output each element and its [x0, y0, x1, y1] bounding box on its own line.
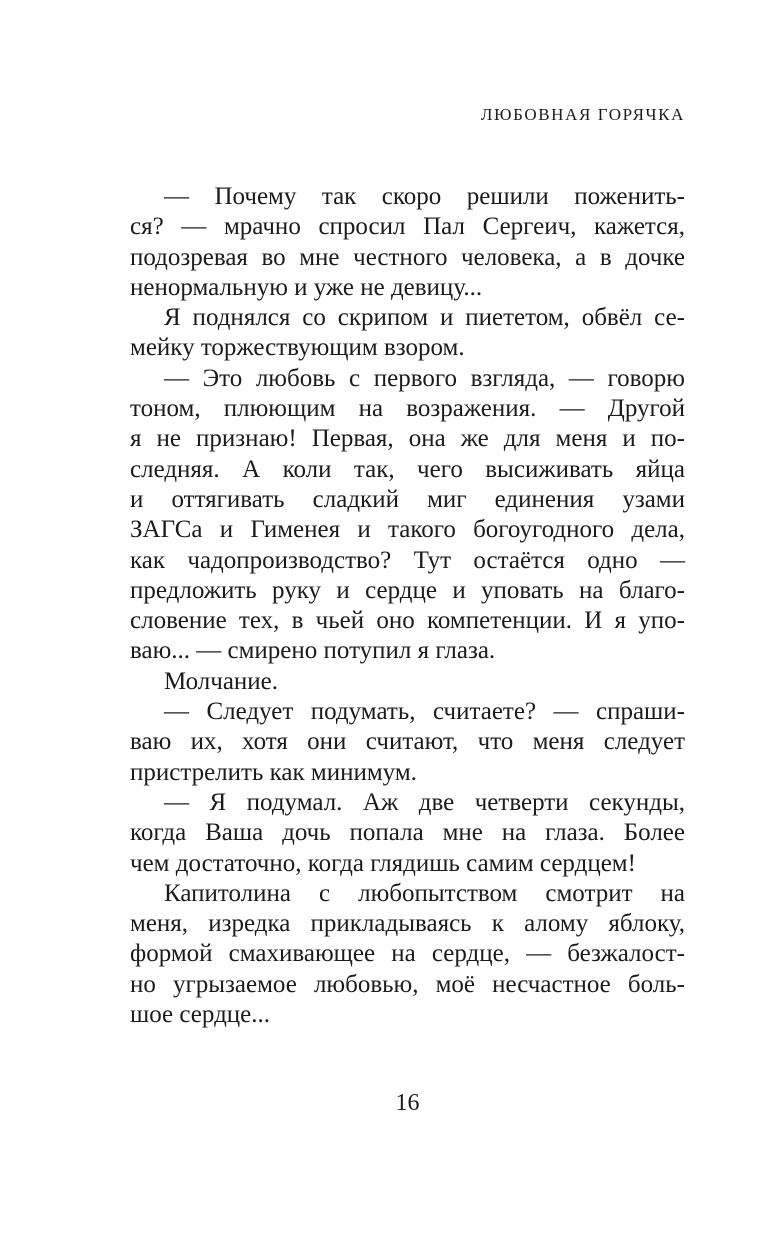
paragraph: [130, 182, 685, 303]
text-line: Молчание.: [164, 667, 279, 695]
text-line: но угрызаемое любовью, моё несчастное боль-: [130, 970, 685, 998]
text-line: и оттягивать сладкий миг единения узами: [130, 485, 685, 513]
text-line: когда Ваша дочь попала мне на глаза. Более: [130, 819, 685, 847]
text-line: — Почему так скоро решили поженить-: [164, 183, 685, 210]
text-line: ваю... — смирено потупил я глаза.: [130, 637, 496, 665]
paragraph: [130, 364, 685, 667]
text-line: подозревая во мне честного человека, а в дочке: [130, 243, 685, 271]
text-line: словение тех, в чьей оно компетенции. И я упо-: [130, 607, 685, 635]
text-line: чем достаточно, когда глядишь самим сердцем!: [130, 849, 636, 877]
text-line: шое сердце...: [130, 1001, 271, 1029]
paragraph: [130, 697, 685, 788]
text-line: меня, изредка прикладываясь к алому яблоку,: [130, 910, 685, 938]
paragraph: [130, 667, 685, 697]
text-line: — Это любовь с первого взгляда, — говорю: [164, 364, 685, 392]
text-line: ся? — мрачно спросил Пал Сергеич, кажется,: [130, 213, 685, 241]
text-line: мейку торжествующим взором.: [130, 334, 465, 362]
running-head: ЛЮБОВНАЯ ГОРЯЧКА: [480, 105, 685, 124]
text-line: ЗАГСа и Гименея и такого богоугодного дела,: [130, 516, 685, 544]
paragraph: [130, 788, 685, 879]
text-line: — Я подумал. Аж две четверти секунды,: [164, 788, 685, 816]
paragraph: [130, 879, 685, 1030]
body-text: [130, 182, 685, 1030]
text-line: Капитолина с любопытством смотрит на: [164, 879, 685, 907]
text-line: формой смахивающее на сердце, — безжалост-: [130, 940, 685, 968]
text-line: я не признаю! Первая, она же для меня и по-: [130, 425, 685, 453]
paragraph: [130, 303, 685, 364]
text-line: Я поднялся со скрипом и пиететом, обвёл се-: [164, 304, 685, 332]
text-line: предложить руку и сердце и уповать на благо-: [130, 576, 685, 604]
page-number: 16: [395, 1090, 420, 1116]
text-line: как чадопроизводство? Тут остаётся одно —: [130, 546, 685, 574]
text-line: следняя. А коли так, чего высиживать яйца: [130, 455, 685, 483]
text-line: ненормальную и уже не девицу...: [130, 273, 483, 301]
text-line: пристрелить как минимум.: [130, 758, 417, 786]
text-line: — Следует подумать, считаете? — спраши-: [164, 698, 685, 726]
text-line: тоном, плюющим на возражения. — Другой: [130, 395, 685, 423]
text-line: ваю их, хотя они считают, что меня следует: [130, 728, 685, 756]
